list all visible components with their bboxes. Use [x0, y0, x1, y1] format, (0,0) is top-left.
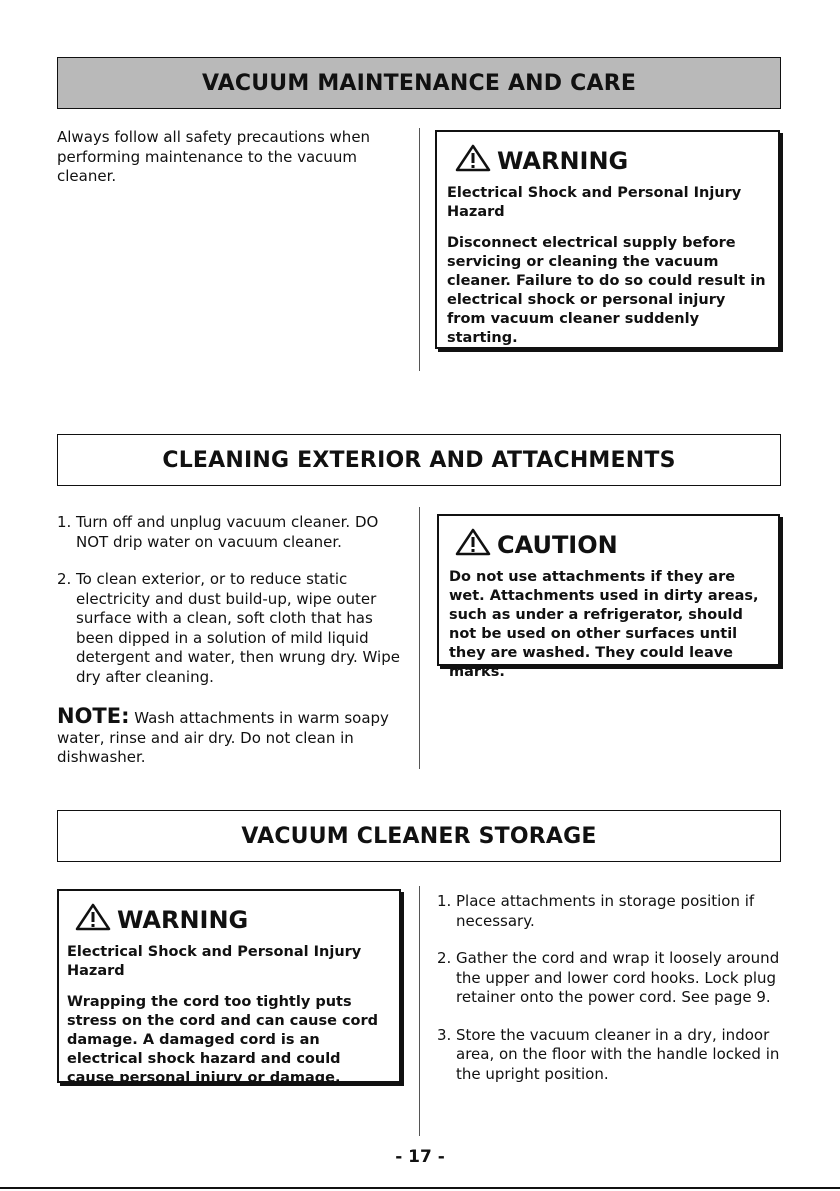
note-text: Wash attachments in warm soapy water, rinse and air dry. Do not clean in dishwasher.: [57, 709, 389, 766]
list-item: 1. Place attachments in storage position if necessary.: [437, 892, 755, 930]
alert-body: Disconnect electrical supply before servicing or cleaning the vacuum cleaner. Failure to do so could result in electrical shock or personal injury from vacuum cleaner suddenly starting.: [447, 235, 766, 346]
alert-body: Wrapping the cord too tightly puts stress on the cord and can cause cord damage. A damaged cord is an electrical shock hazard and could cause personal injury or damage.: [67, 994, 379, 1086]
page-number: - 17 -: [395, 1147, 445, 1167]
section-header-storage: [57, 810, 781, 862]
cleaning-steps: [57, 513, 402, 699]
caution-box: [437, 514, 780, 680]
list-item: 1. Turn off and unplug vacuum cleaner. DO NOT drip water on vacuum cleaner.: [57, 513, 379, 551]
column-divider: [419, 507, 420, 769]
list-item: 2. Gather the cord and wrap it loosely around the upper and lower cord hooks. Lock plug retainer onto the power cord. See page 9.: [437, 949, 780, 1006]
note-paragraph: [57, 704, 402, 768]
list-item: 2. To clean exterior, or to reduce static electricity and dust build-up, wipe outer surface with a clean, soft cloth that has been dipped in a solution of mild liquid detergent and water, then wrung dry. Wipe dry after cleaning.: [57, 570, 400, 686]
column-divider: [419, 128, 420, 371]
alert-label: CAUTION: [497, 531, 618, 559]
alert-label: WARNING: [117, 906, 249, 934]
section-title: VACUUM CLEANER STORAGE: [241, 823, 597, 849]
section-title: VACUUM MAINTENANCE AND CARE: [201, 70, 637, 96]
note-label: NOTE:: [57, 704, 130, 728]
alert-body: Do not use attachments if they are wet. Attachments used in dirty areas, such as under a refrigerator, should not be used on other surfaces until they are washed. They could leave marks.: [449, 569, 759, 680]
warning-box-maintenance: [435, 130, 780, 349]
alert-header: [455, 528, 770, 562]
storage-steps: [437, 892, 784, 1096]
list-item: 3. Store the vacuum cleaner in a dry, indoor area, on the floor with the handle locked in the upright position.: [437, 1025, 780, 1083]
alert-header: [455, 144, 768, 178]
section-title: CLEANING EXTERIOR AND ATTACHMENTS: [162, 447, 676, 473]
alert-subtitle: Electrical Shock and Personal Injury Hazard: [67, 944, 362, 979]
bottom-rule: [0, 1187, 840, 1189]
column-divider: [419, 886, 420, 1136]
warning-box-storage: [57, 889, 401, 1086]
alert-header: [75, 903, 391, 937]
maintenance-intro: Always follow all safety precautions when performing maintenance to the vacuum cleaner.: [57, 128, 371, 185]
warning-triangle-icon: [455, 144, 497, 178]
section-header-maintenance: [57, 57, 781, 109]
warning-triangle-icon: [455, 528, 497, 562]
alert-subtitle: Electrical Shock and Personal Injury Hazard: [447, 185, 742, 220]
section-header-cleaning: [57, 434, 781, 486]
alert-label: WARNING: [497, 147, 629, 175]
warning-triangle-icon: [75, 903, 117, 937]
